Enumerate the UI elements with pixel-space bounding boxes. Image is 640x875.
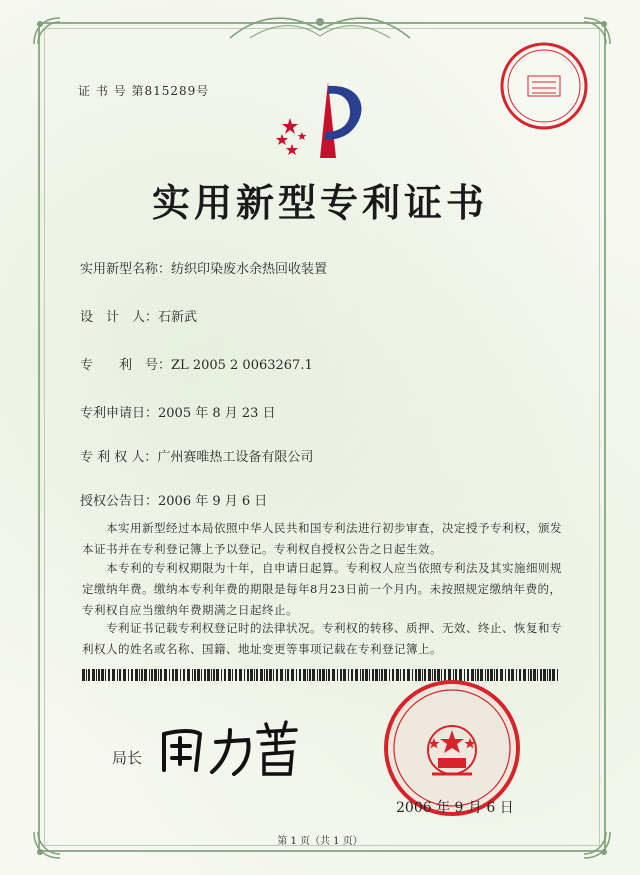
field-patent-number [80,354,313,373]
corner-ornament-top-left [30,14,64,48]
field-label: 专 利 权 人： [80,450,158,465]
field-grant-announcement-date [80,490,267,509]
patent-office-seal-small [498,40,590,132]
paragraph-grant: 本实用新型经过本局依照中华人民共和国专利法进行初步审查，决定授予专利权，颁发本证书并在专利登记簿上予以登记。专利权自授权公告之日起生效。 [82,521,562,556]
certificate-number: 证 书 号 第815289号 [78,84,210,98]
paragraph-term: 本专利的专利权期限为十年，自申请日起算。专利权人应当依照专利法及其实施细则规定缴纳年费。缴纳本专利年费的期限是每年8月23日前一个月内。未按照规定缴纳年费的，专利权自应当缴纳年费期满之日起终止。 [82,561,562,617]
field-utility-model-name [80,258,327,277]
patent-office-logo [262,70,382,165]
field-value: 广州赛唯热工设备有限公司 [157,450,314,465]
field-label: 专 利 号： [80,358,172,373]
director-signature [150,712,310,782]
field-value: ZL 2005 2 0063267.1 [171,358,313,373]
page-footer: 第 1 页（共 1 页） [277,836,363,847]
field-value: 石新武 [158,310,198,325]
field-value: 2005 年 8 月 23 日 [158,406,276,421]
field-value: 纺织印染废水余热回收装置 [171,262,328,277]
field-value: 2006 年 9 月 6 日 [158,494,268,509]
paragraph-record: 专利证书记载专利权登记时的法律状况。专利权的转移、质押、无效、终止、恢复和专利权人的姓名或名称、国籍、地址变更等事项记载在专利登记簿上。 [82,621,562,656]
field-designer [80,306,197,325]
director-label: 局长 [112,749,143,767]
field-label: 实用新型名称： [80,262,172,277]
top-ornament [220,8,420,48]
seal-date: 2006 年 9 月 6 日 [396,800,514,816]
field-label: 专利申请日： [80,406,159,421]
field-label: 设 计 人： [80,310,159,325]
field-application-date [80,402,276,421]
certificate-title: 实用新型专利证书 [151,180,488,225]
field-patentee [80,446,313,465]
field-label: 授权公告日： [80,494,159,509]
